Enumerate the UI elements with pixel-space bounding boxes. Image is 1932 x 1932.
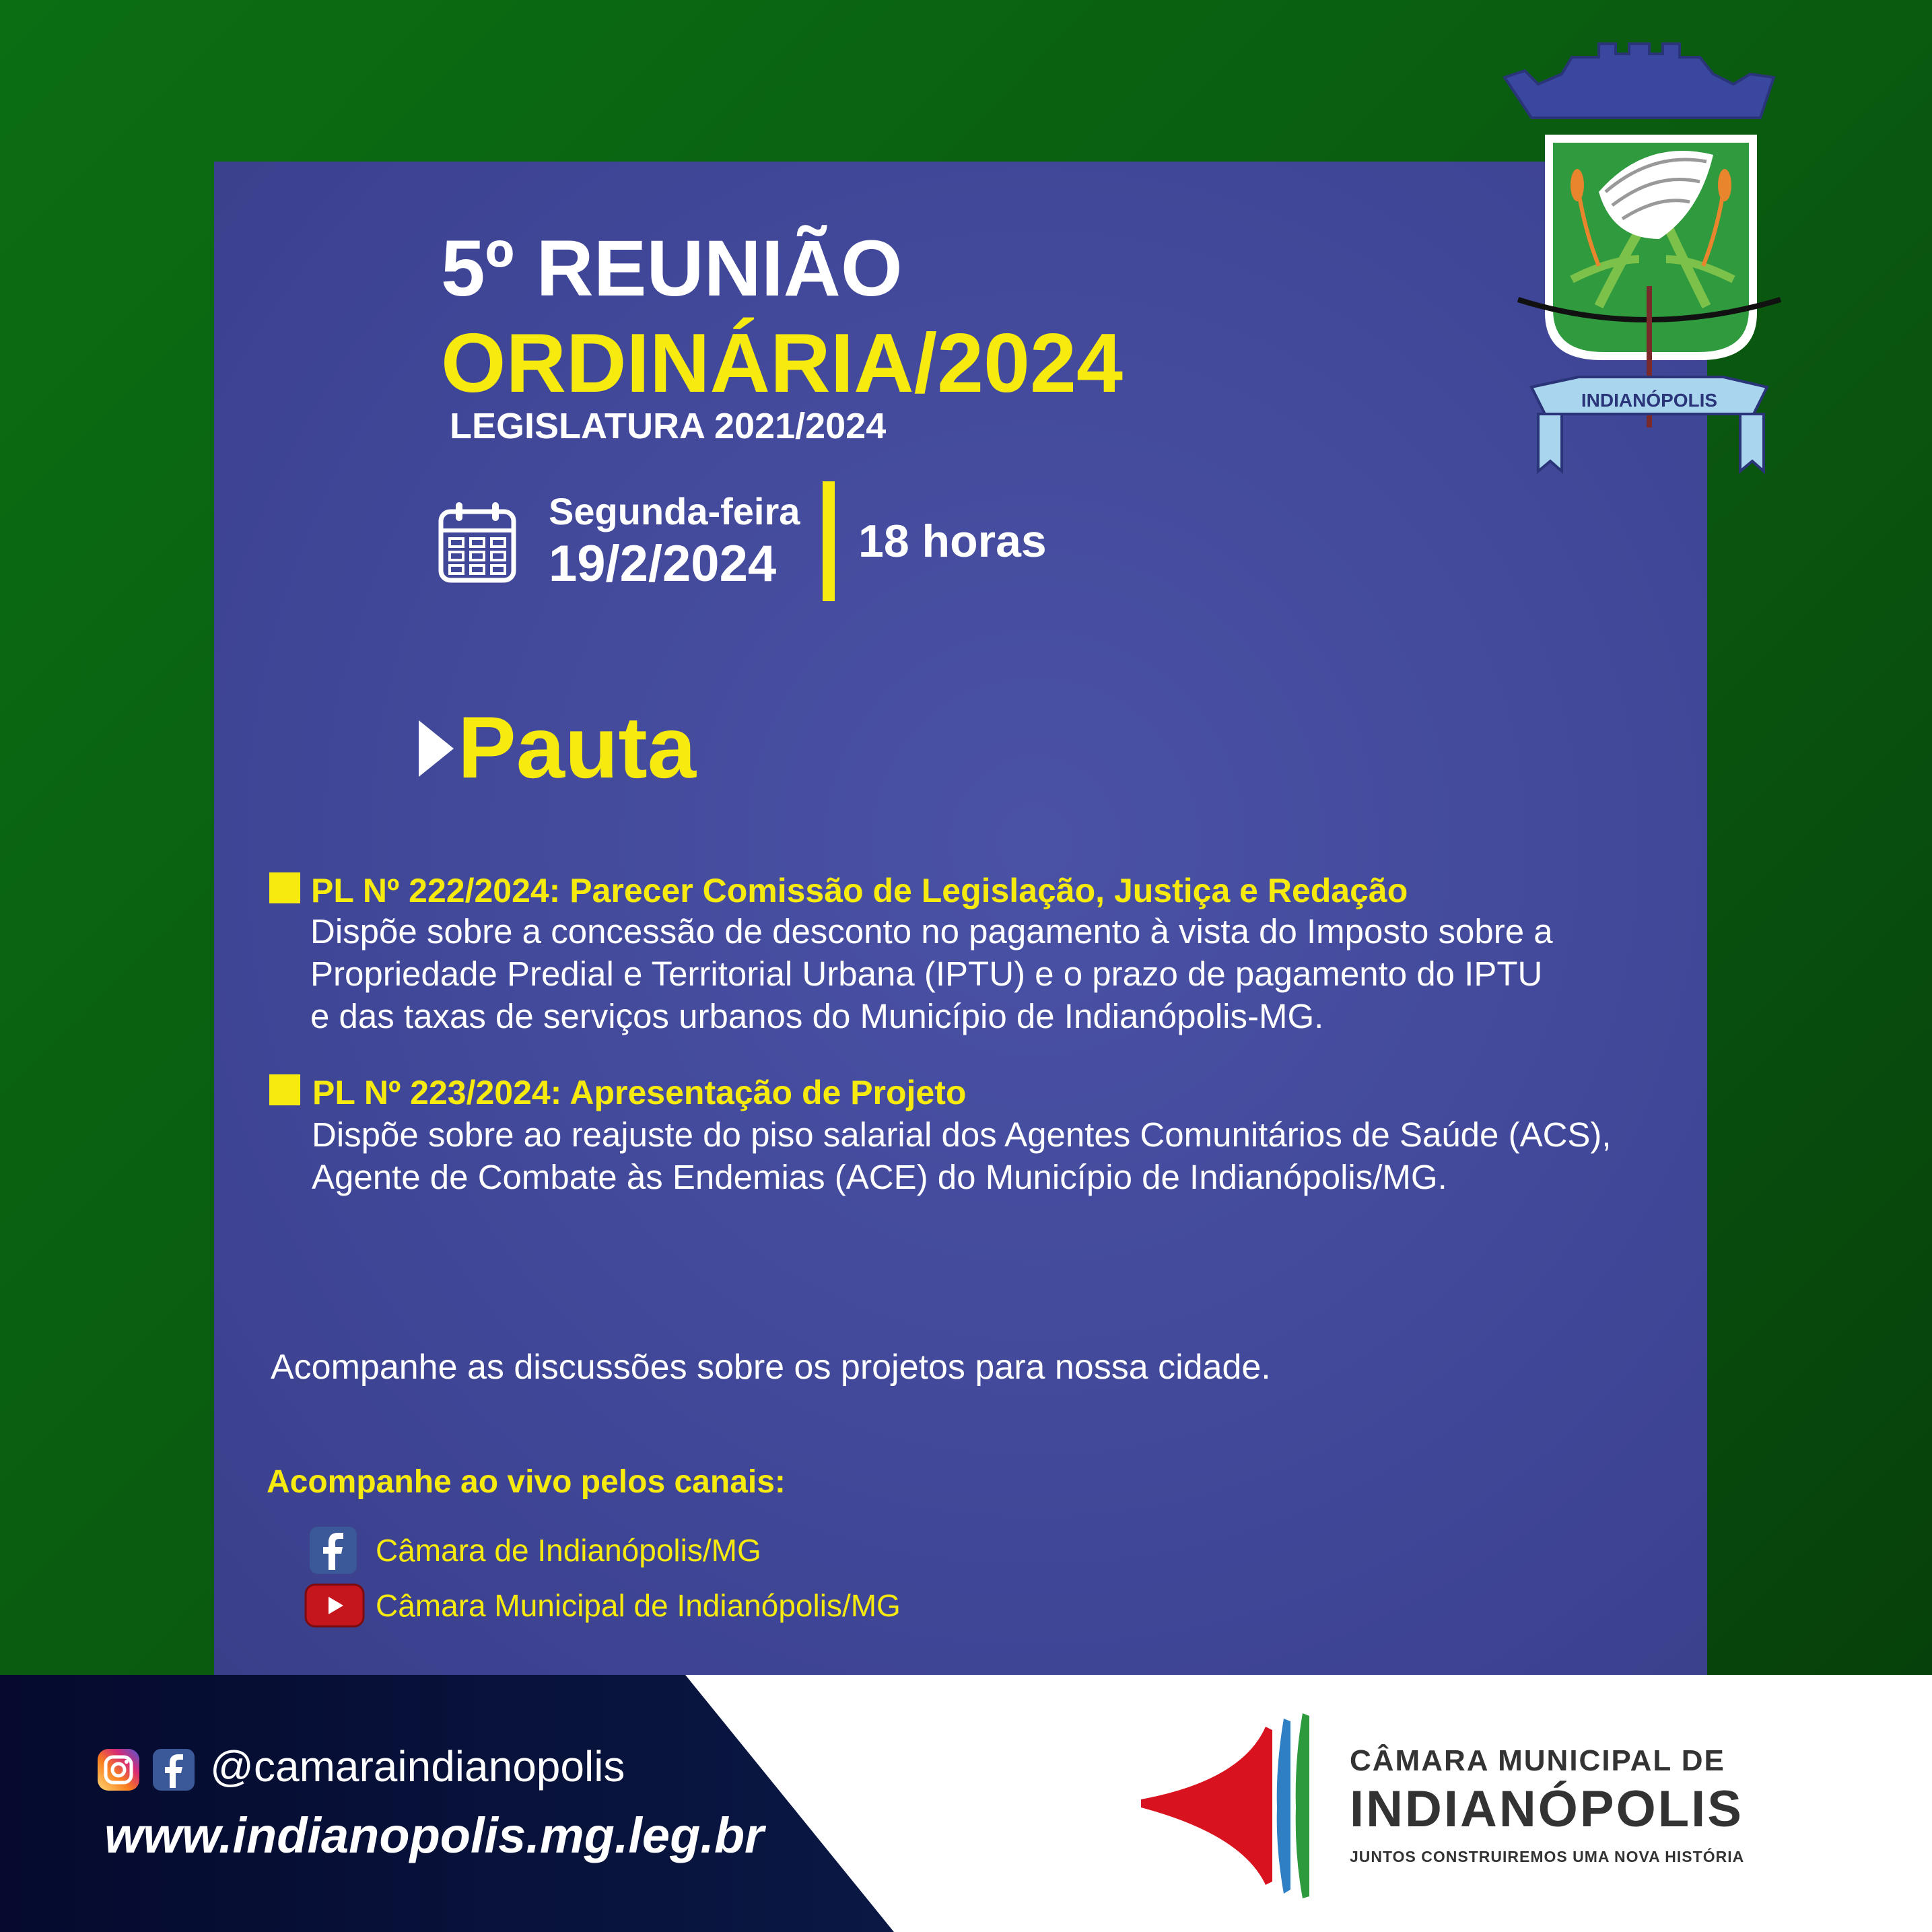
instagram-icon[interactable] [96, 1748, 141, 1792]
website-link[interactable]: www.indianopolis.mg.leg.br [104, 1807, 764, 1863]
agenda-heading: Pauta [458, 698, 697, 796]
agenda-item-line: Agente de Combate às Endemias (ACE) do Município de Indianópolis/MG. [312, 1158, 1447, 1196]
live-channels-heading: Acompanhe ao vivo pelos canais: [267, 1464, 786, 1500]
camara-logo-mark [1141, 1713, 1336, 1898]
agenda-item-line: Dispõe sobre a concessão de desconto no pagamento à vista do Imposto sobre a [310, 912, 1553, 951]
agenda-item-line: Dispõe sobre ao reajuste do piso salarial dos Agentes Comunitários de Saúde (ACS), [312, 1115, 1612, 1154]
divider-bar [823, 481, 835, 601]
meeting-date: 19/2/2024 [549, 535, 777, 592]
bullet-square-icon [269, 872, 300, 903]
social-handle[interactable]: @camaraindianopolis [210, 1742, 625, 1791]
agenda-item-title: PL Nº 222/2024: Parecer Comissão de Legislação, Justiça e Redação [311, 872, 1408, 909]
legislature-label: LEGISLATURA 2021/2024 [450, 406, 887, 446]
logo-title-line2: INDIANÓPOLIS [1350, 1781, 1744, 1838]
city-crest-logo [1498, 37, 1801, 481]
agenda-item-line: Propriedade Predial e Territorial Urbana (IPTU) e o prazo de pagamento do IPTU [310, 955, 1543, 993]
facebook-channel-link[interactable]: Câmara de Indianópolis/MG [376, 1533, 761, 1568]
calendar-icon [438, 499, 517, 584]
logo-title-line1: CÂMARA MUNICIPAL DE [1350, 1744, 1725, 1777]
title-meeting-number: 5º REUNIÃO [441, 224, 903, 313]
bullet-square-icon [269, 1074, 300, 1105]
meeting-weekday: Segunda-feira [549, 490, 800, 532]
youtube-icon[interactable] [304, 1583, 365, 1628]
agenda-item-line: e das taxas de serviços urbanos do Município de Indianópolis-MG. [310, 997, 1324, 1035]
logo-tagline: JUNTOS CONSTRUIREMOS UMA NOVA HISTÓRIA [1350, 1848, 1745, 1865]
follow-message: Acompanhe as discussões sobre os projetos para nossa cidade. [271, 1348, 1271, 1387]
youtube-channel-link[interactable]: Câmara Municipal de Indianópolis/MG [376, 1588, 901, 1623]
facebook-icon[interactable] [308, 1525, 358, 1575]
agenda-item-title: PL Nº 223/2024: Apresentação de Projeto [312, 1074, 967, 1111]
title-meeting-type: ORDINÁRIA/2024 [441, 317, 1123, 410]
facebook-icon[interactable] [151, 1748, 196, 1792]
play-triangle-icon [419, 720, 454, 777]
crest-banner-text: INDIANÓPOLIS [1581, 390, 1718, 411]
meeting-time: 18 horas [858, 516, 1047, 567]
